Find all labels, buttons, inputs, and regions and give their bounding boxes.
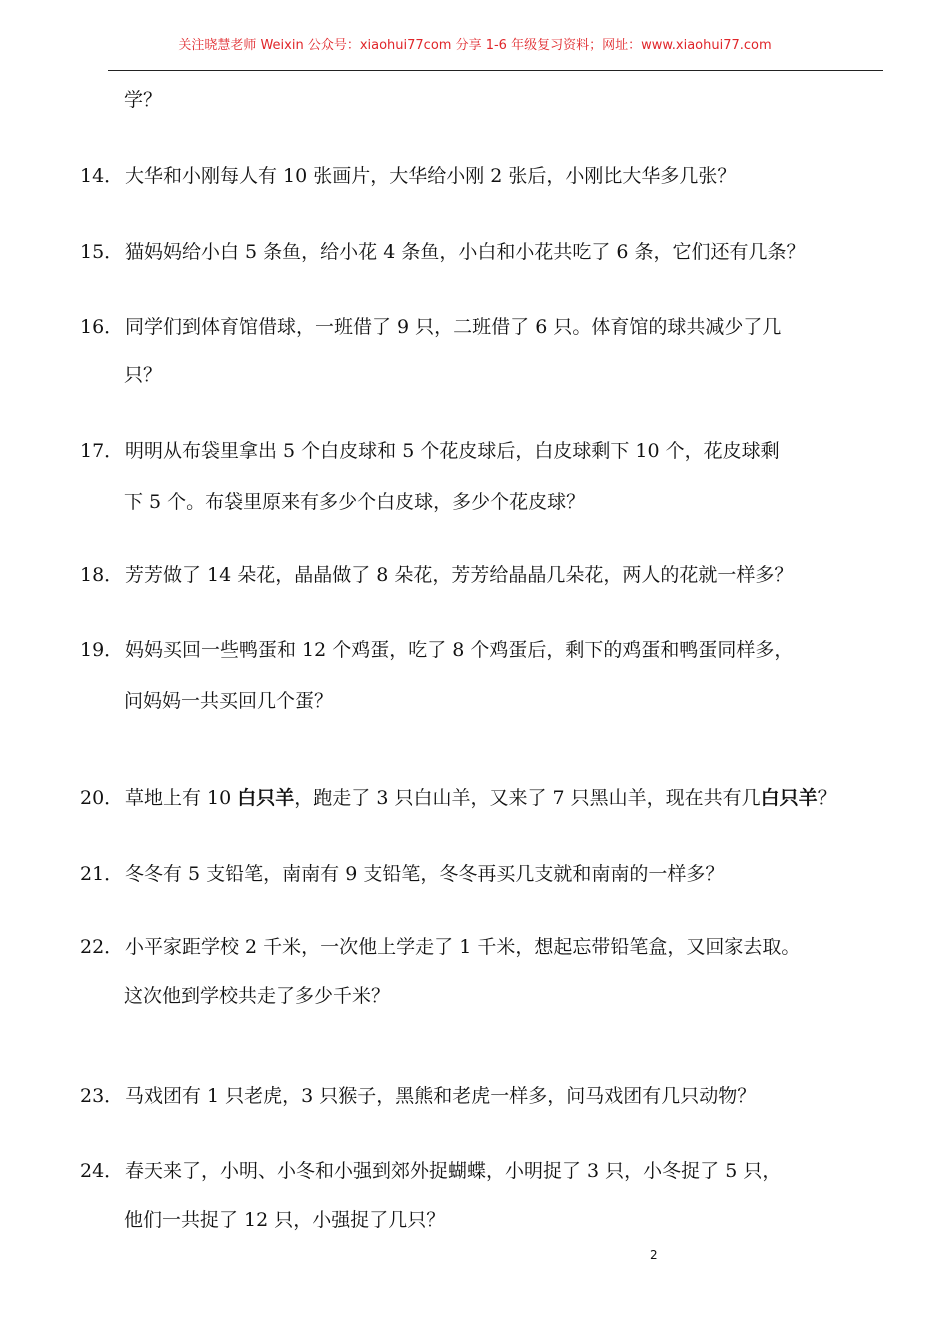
question-number: 20．	[80, 787, 124, 809]
question-number: 22．	[80, 936, 124, 958]
question-17	[80, 427, 900, 475]
question-16-continuation: 只？	[124, 364, 163, 386]
bold-term: 白只羊	[760, 787, 818, 809]
question-number: 19．	[80, 639, 124, 661]
question-number: 23．	[80, 1085, 124, 1107]
question-number: 15．	[80, 241, 124, 263]
question-number: 24．	[80, 1160, 124, 1182]
question-19	[80, 626, 900, 674]
question-text: 同学们到体育馆借球，一班借了 9 只，二班借了 6 只。体育馆的球共减少了几	[125, 316, 782, 338]
question-17-continuation: 下 5 个。布袋里原来有多少个白皮球，多少个花皮球？	[124, 491, 586, 513]
page-number: 2	[650, 1248, 658, 1262]
question-21	[80, 850, 900, 898]
question-16	[80, 303, 900, 351]
question-19-continuation: 问妈妈一共买回几个蛋？	[124, 690, 334, 712]
question-text: 明明从布袋里拿出 5 个白皮球和 5 个花皮球后，白皮球剩下 10 个，花皮球剩	[125, 440, 780, 462]
question-text: 春天来了，小明、小冬和小强到郊外捉蝴蝶，小明捉了 3 只，小冬捉了 5 只，	[125, 1160, 782, 1182]
question-text: 小平家距学校 2 千米，一次他上学走了 1 千米，想起忘带铅笔盒，又回家去取。	[125, 936, 801, 958]
question-text: 马戏团有 1 只老虎，3 只猴子，黑熊和老虎一样多，问马戏团有几只动物？	[125, 1085, 757, 1107]
question-text: 芳芳做了 14 朵花，晶晶做了 8 朵花，芳芳给晶晶几朵花，两人的花就一样多？	[125, 564, 794, 586]
question-text: 妈妈买回一些鸭蛋和 12 个鸡蛋，吃了 8 个鸡蛋后，剩下的鸡蛋和鸭蛋同样多，	[125, 639, 794, 661]
question-text-part: 草地上有 10	[125, 787, 238, 809]
question-text: 猫妈妈给小白 5 条鱼，给小花 4 条鱼，小白和小花共吃了 6 条，它们还有几条？	[125, 241, 806, 263]
question-number: 18．	[80, 564, 124, 586]
question-text-part: ，跑走了 3 只白山羊，又来了 7 只黑山羊，现在共有几	[294, 787, 761, 809]
question-14	[80, 152, 900, 200]
question-text: 大华和小刚每人有 10 张画片，大华给小刚 2 张后，小刚比大华多几张？	[125, 165, 737, 187]
question-24	[80, 1147, 900, 1195]
question-22	[80, 923, 900, 971]
question-text: 冬冬有 5 支铅笔，南南有 9 支铅笔，冬冬再买几支就和南南的一样多？	[125, 863, 725, 885]
question-number: 16．	[80, 316, 124, 338]
question-number: 17．	[80, 440, 124, 462]
question-15	[80, 228, 900, 276]
question-20	[80, 774, 900, 822]
question-18	[80, 551, 900, 599]
question-22-continuation: 这次他到学校共走了多少千米？	[124, 985, 391, 1007]
question-23	[80, 1072, 900, 1120]
question-number: 14．	[80, 165, 124, 187]
page-header: 关注晓慧老师 Weixin 公众号：xiaohui77com 分享 1-6 年级复习资料；网址：www.xiaohui77.com	[178, 38, 772, 53]
carryover-text: 学？	[124, 89, 163, 111]
bold-term: 白只羊	[237, 787, 295, 809]
header-divider	[108, 70, 883, 71]
question-text-part: ？	[817, 787, 837, 809]
question-24-continuation: 他们一共捉了 12 只，小强捉了几只？	[124, 1209, 446, 1231]
question-number: 21．	[80, 863, 124, 885]
